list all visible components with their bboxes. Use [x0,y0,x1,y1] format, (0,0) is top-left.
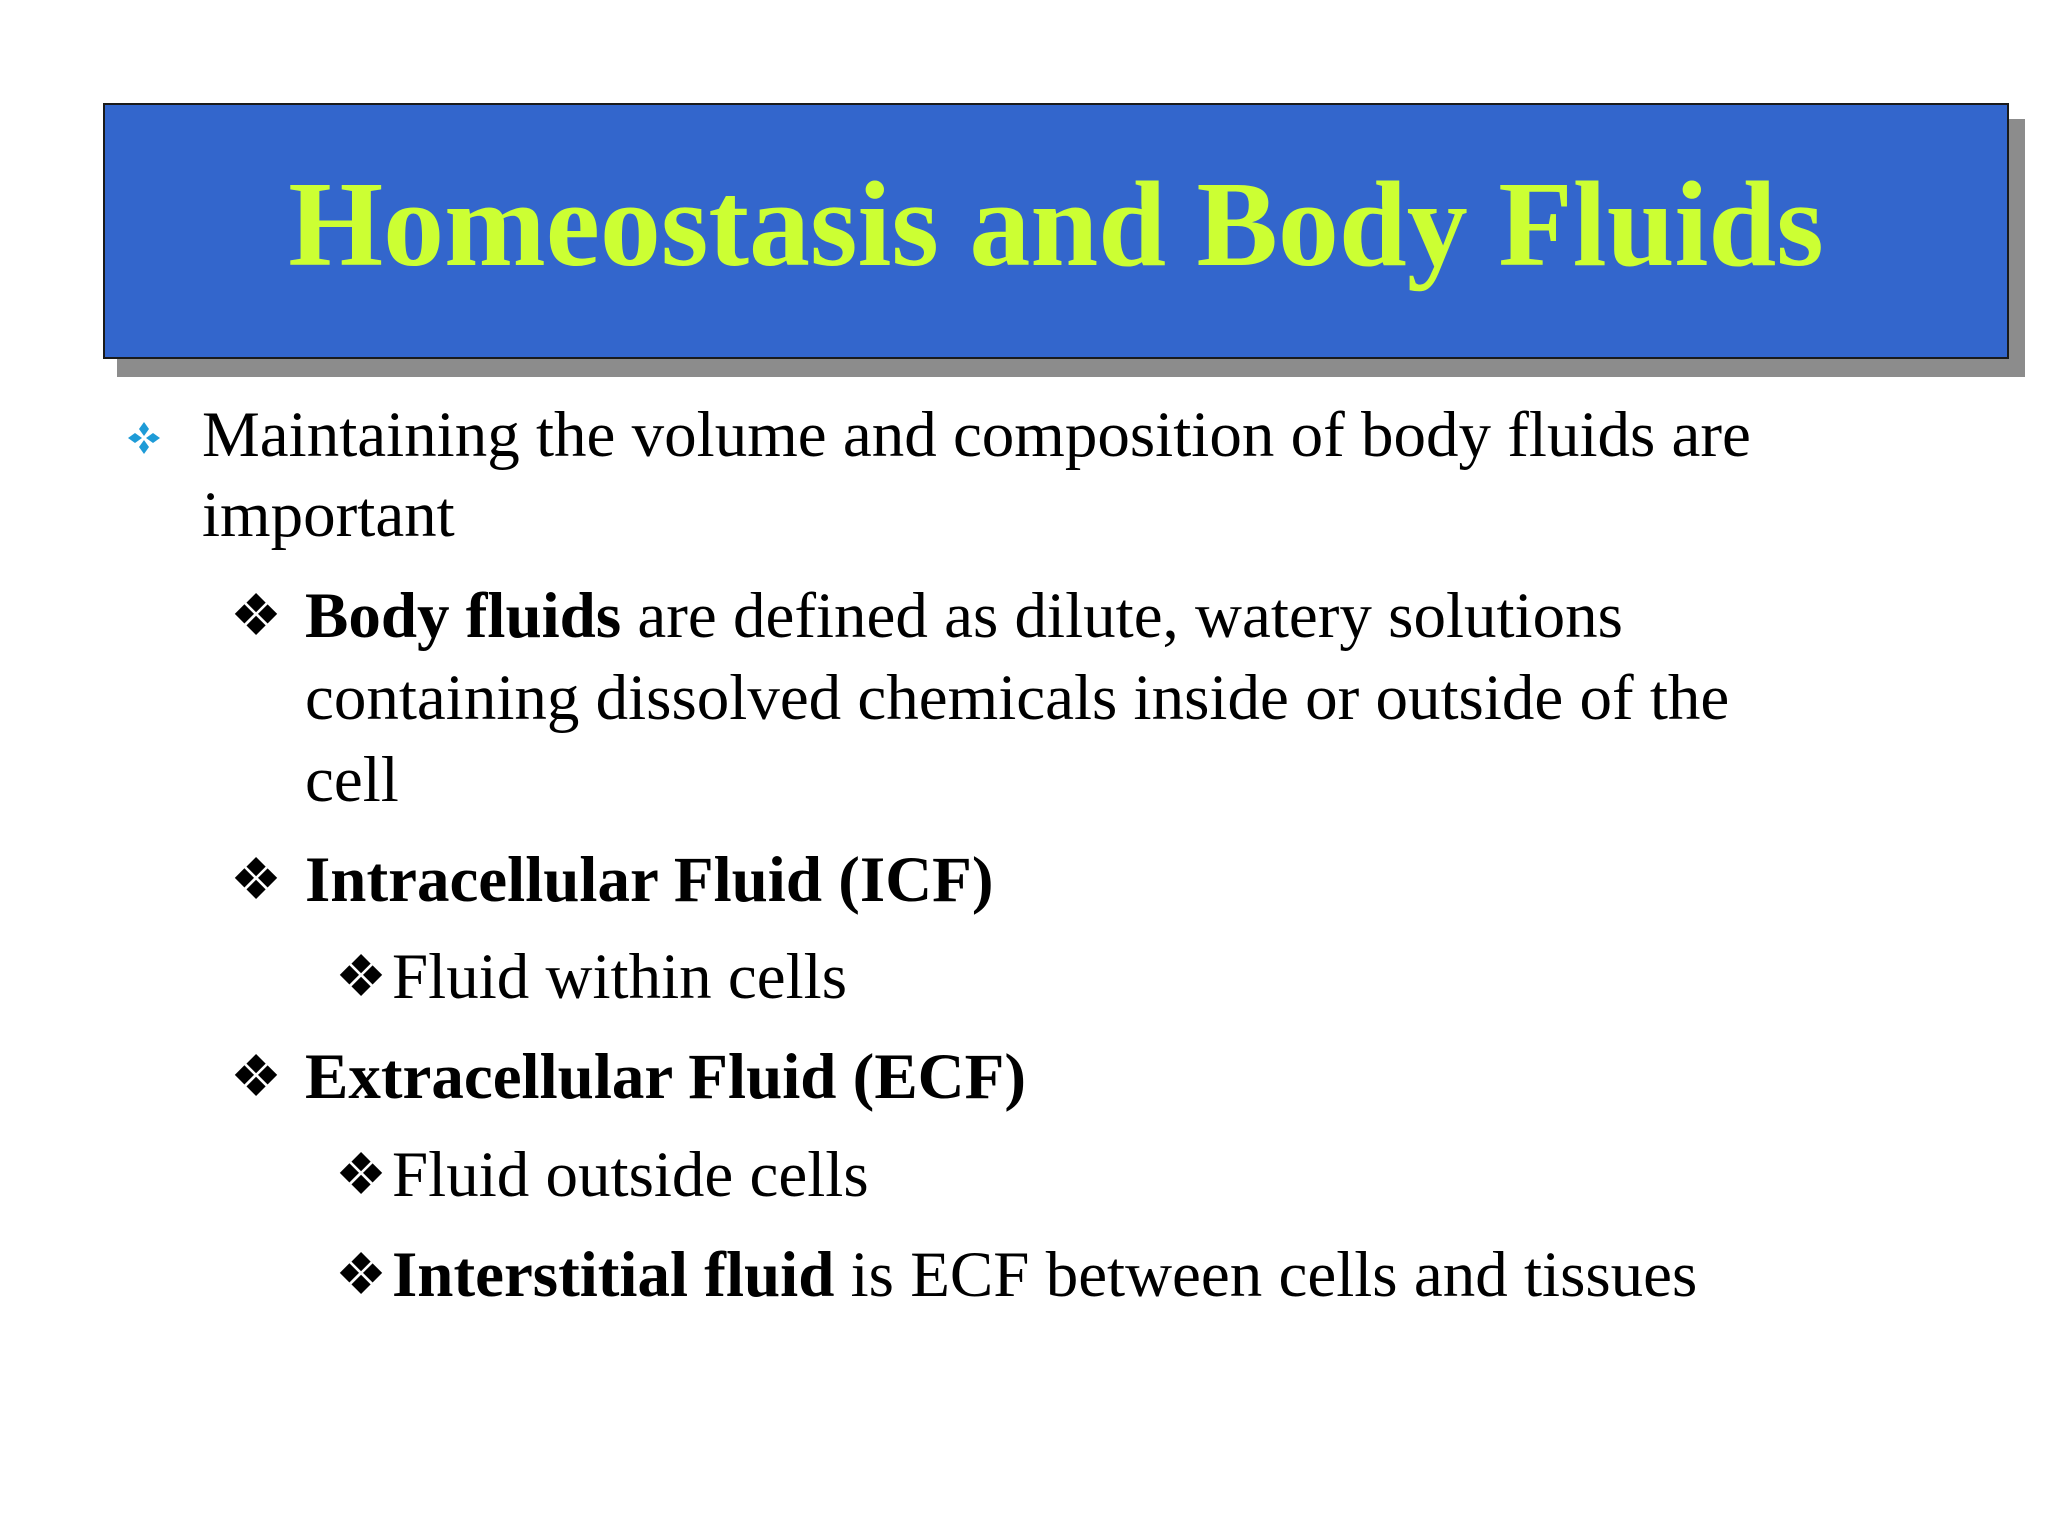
body-fluids-line-3: cell [305,744,399,816]
four-diamond-icon: ❖ [335,1142,387,1207]
sub-bullet-body-fluids [230,576,288,656]
body-fluids-term: Body fluids [305,580,622,652]
sub-bullet-ecf [230,1037,288,1117]
sub-sub-bullet-icf [335,937,393,1017]
four-diamond-icon: ❖ [335,944,387,1009]
slide-title: Homeostasis and Body Fluids [288,157,1824,292]
interstitial-definition: is ECF between cells and tissues [834,1239,1698,1311]
ecf-detail: Fluid outside cells [392,1139,869,1211]
four-diamond-icon: ❖ [230,1044,282,1109]
sub-sub-bullet-ecf [335,1135,393,1215]
four-diamond-icon: ❖ [230,583,282,648]
main-point-line-2: important [202,479,455,551]
interstitial-term: Interstitial fluid [392,1239,835,1311]
sub-bullet-icf [230,840,288,920]
icf-detail: Fluid within cells [392,941,847,1013]
four-diamond-icon: ❖ [230,847,282,912]
icf-heading: Intracellular Fluid (ICF) [305,844,994,916]
ecf-heading: Extracellular Fluid (ECF) [305,1041,1026,1113]
four-diamond-icon: ❖ [335,1242,387,1307]
body-fluids-line-1 [305,576,1623,656]
sub-sub-bullet-interstitial [335,1235,393,1315]
interstitial-line [392,1235,1697,1315]
main-point-line-1: Maintaining the volume and composition of body fluids are [202,399,1751,471]
body-fluids-definition: are defined as dilute, watery solutions [621,580,1623,652]
body-fluids-line-2: containing dissolved chemicals inside or outside of the [305,662,1730,734]
four-diamond-icon [126,420,162,456]
